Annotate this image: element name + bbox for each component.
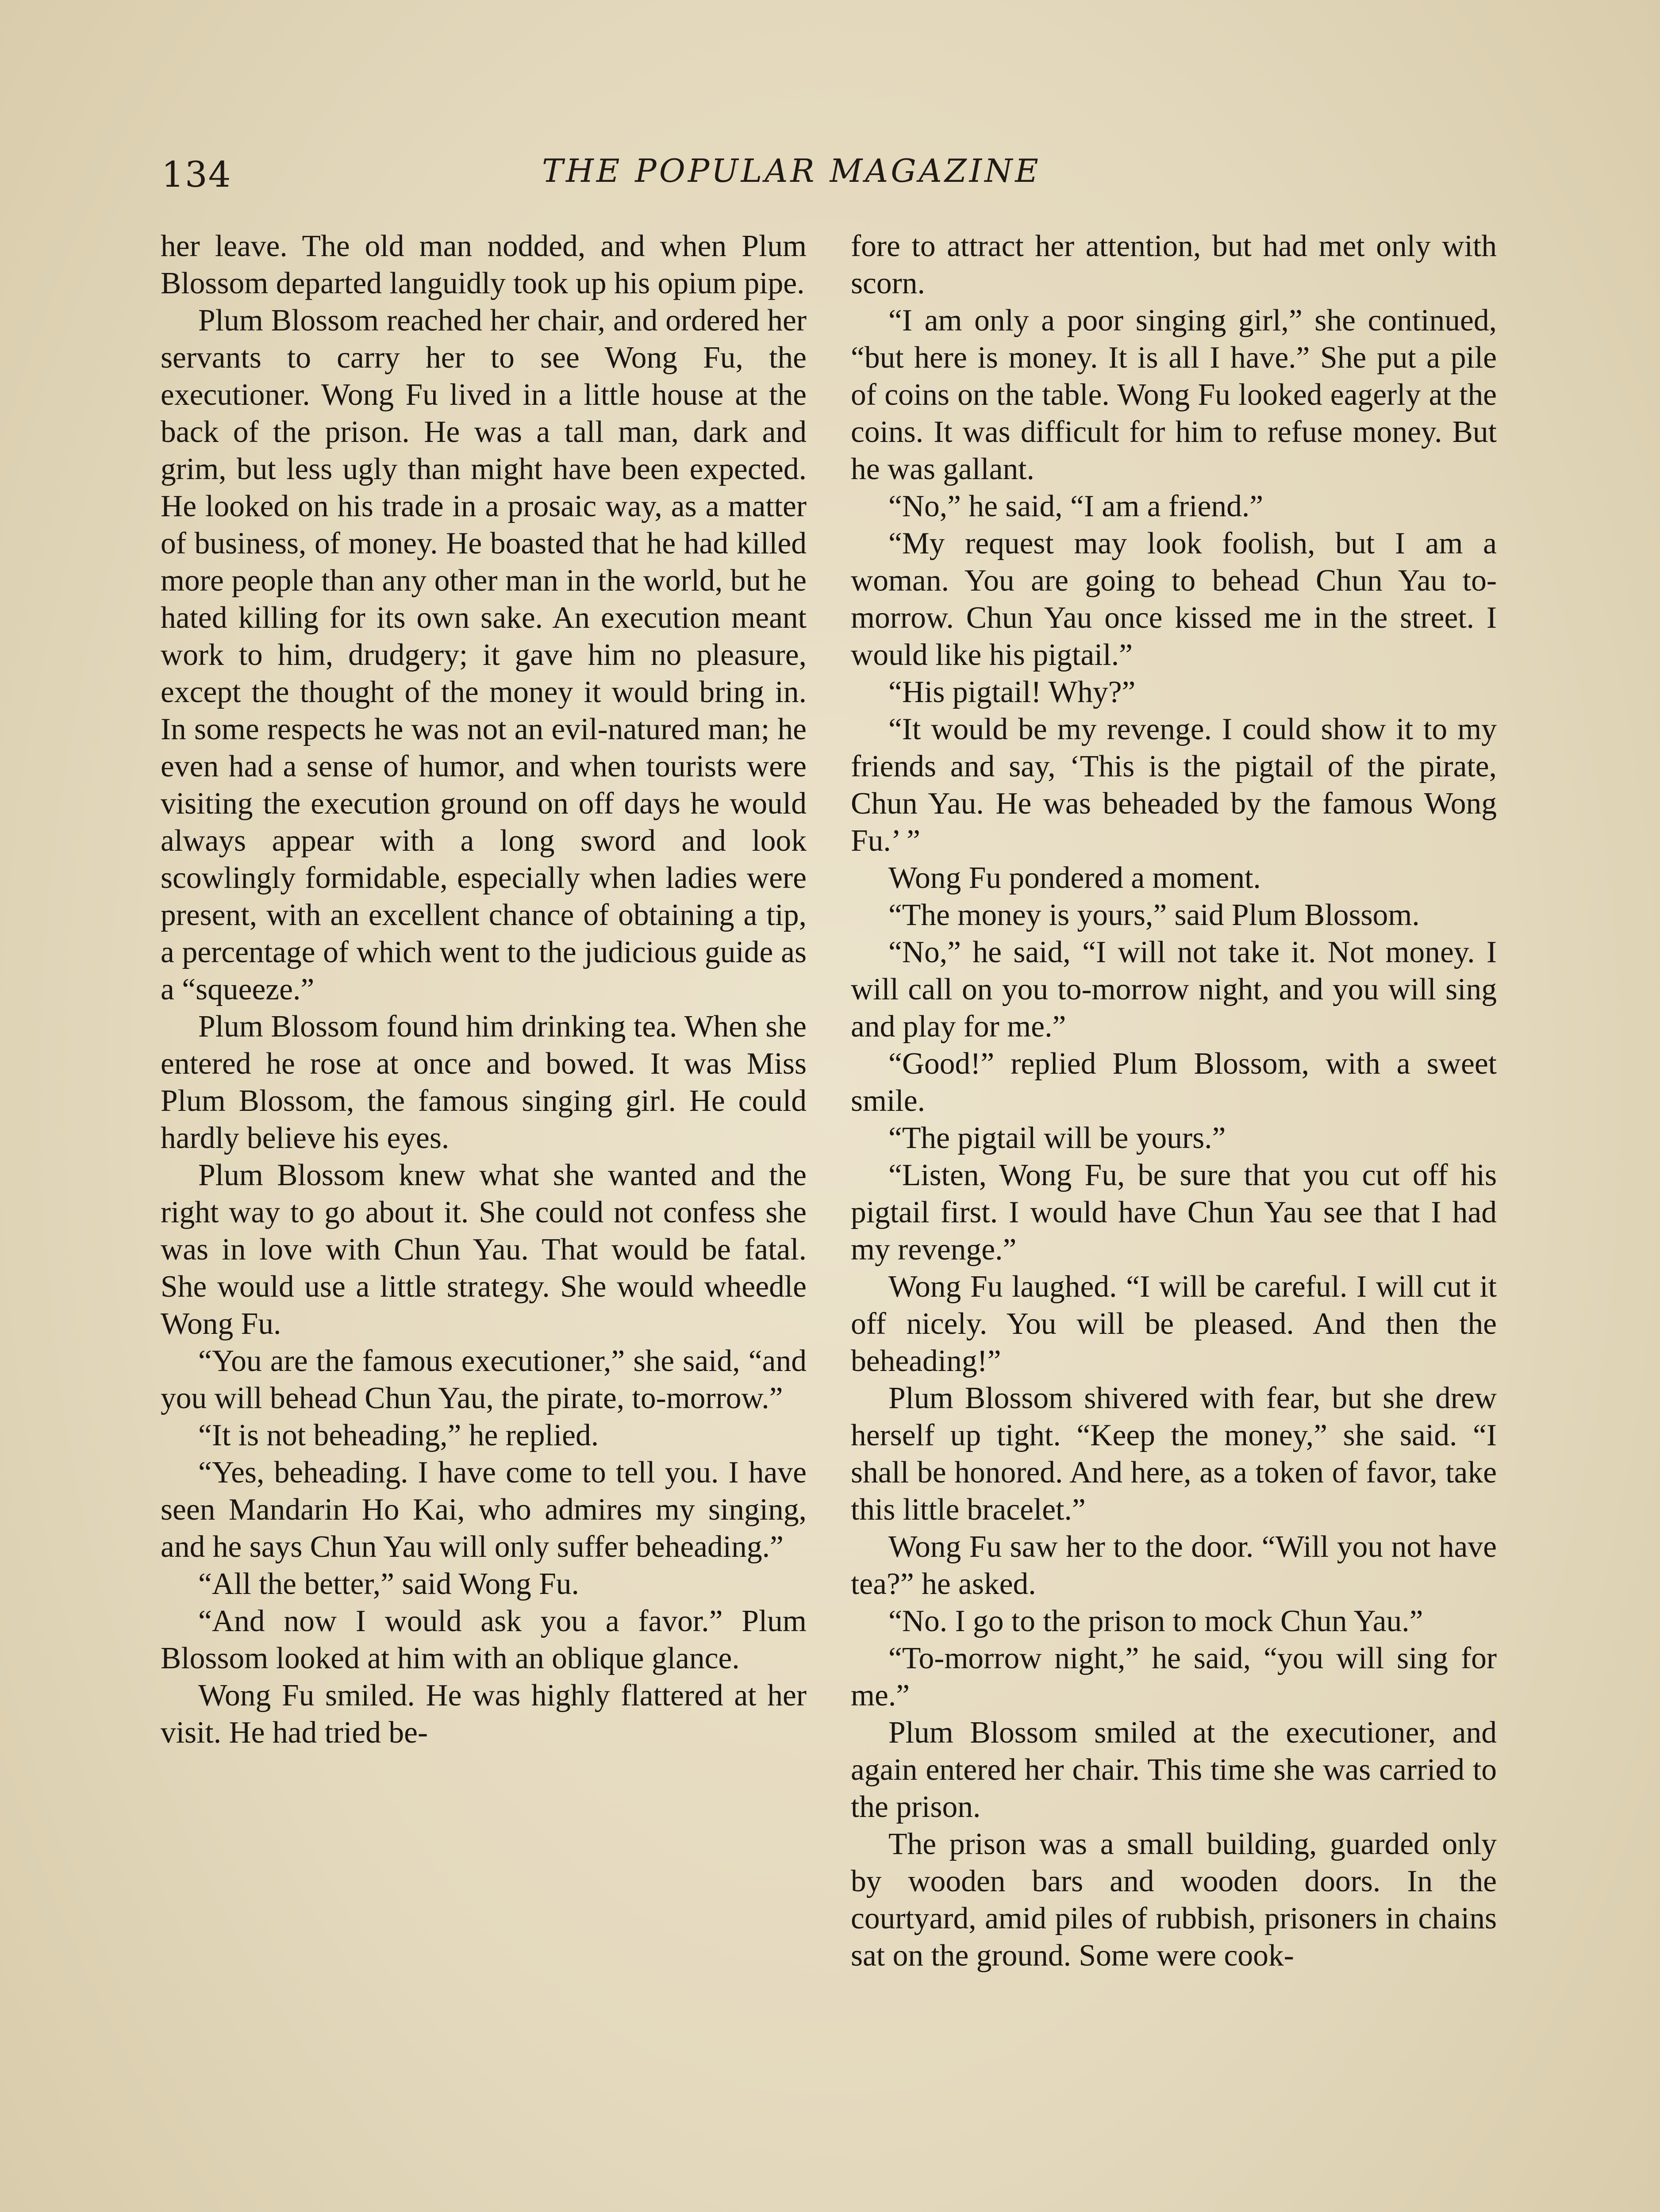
paragraph: Plum Blossom smiled at the executioner, and again entered her chair. This time she was carried to the prison.	[851, 1716, 1497, 1824]
paragraph: “The pigtail will be yours.”	[888, 1121, 1226, 1155]
paragraph: her leave. The old man nodded, and when Plum Blossom departed languidly took up his opium pipe.	[161, 229, 807, 300]
paragraph: “And now I would ask you a favor.” Plum Blossom looked at him with an oblique glance.	[161, 1604, 807, 1675]
paragraph: fore to attract her attention, but had met only with scorn.	[851, 229, 1497, 300]
paragraph: “I am only a poor singing girl,” she continued, “but here is money. It is all I have.” She put a pile of coins on the table. Wong Fu looked eagerly at the coins. It was difficult for him to refuse money. But he was gallant.	[851, 303, 1497, 486]
paragraph: “Yes, beheading. I have come to tell you. I have seen Mandarin Ho Kai, who admires my singing, and he says Chun Yau will only suffer beheading.”	[161, 1455, 807, 1564]
paragraph: Plum Blossom reached her chair, and ordered her servants to carry her to see Wong Fu, the executioner. Wong Fu lived in a little house at the back of the prison. He was a tall man, dark and grim, but less ugly than might have been expected. He looked on his trade in a prosaic way, as a matter of business, of money. He boasted that he had killed more people than any other man in the world, but he hated killing for its own sake. An execution meant work to him, drudgery; it gave him no pleasure, except the thought of the money it would bring in. In some respects he was not an evil-natured man; he even had a sense of humor, and when tourists were visiting the execution ground on off days he would always appear with a long sword and look scowlingly formidable, especially when ladies were present, with an excellent chance of obtaining a tip, a percentage of which went to the judicious guide as a “squeeze.”	[161, 303, 807, 1006]
right-column	[851, 228, 1497, 1974]
paragraph: Wong Fu pondered a moment.	[888, 861, 1261, 895]
paragraph: Wong Fu saw her to the door. “Will you not have tea?” he asked.	[851, 1530, 1497, 1601]
page-header	[161, 146, 1175, 195]
left-column	[161, 228, 807, 1751]
paragraph: “It would be my revenge. I could show it to my friends and say, ‘This is the pigtail of the pirate, Chun Yau. He was beheaded by the famous Wong Fu.’ ”	[851, 712, 1497, 858]
paragraph: Wong Fu smiled. He was highly flattered at her visit. He had tried be-	[161, 1678, 807, 1750]
paragraph: “Listen, Wong Fu, be sure that you cut off his pigtail first. I would have Chun Yau see that I had my revenge.”	[851, 1158, 1497, 1267]
paragraph: “It is not beheading,” he replied.	[198, 1418, 599, 1452]
paragraph: The prison was a small building, guarded only by wooden bars and wooden doors. In the courtyard, amid piles of rubbish, prisoners in chains sat on the ground. Some were cook-	[851, 1827, 1497, 1973]
paragraph: “To-morrow night,” he said, “you will sing for me.”	[851, 1641, 1497, 1713]
paragraph: Plum Blossom found him drinking tea. When she entered he rose at once and bowed. It was Miss Plum Blossom, the famous singing girl. He could hardly believe his eyes.	[161, 1010, 807, 1155]
paragraph: “Good!” replied Plum Blossom, with a sweet smile.	[851, 1047, 1497, 1118]
paragraph: Wong Fu laughed. “I will be careful. I will cut it off nicely. You will be pleased. And then the beheading!”	[851, 1270, 1497, 1378]
page-number: 134	[161, 154, 232, 195]
paragraph: “My request may look foolish, but I am a woman. You are going to behead Chun Yau to-morrow. Chun Yau once kissed me in the street. I would like his pigtail.”	[851, 526, 1497, 672]
paragraph: “The money is yours,” said Plum Blossom.	[888, 898, 1420, 932]
paragraph: Plum Blossom knew what she wanted and the right way to go about it. She could not confess she was in love with Chun Yau. That would be fatal. She would use a little strategy. She would wheedle Wong Fu.	[161, 1158, 807, 1341]
paragraph: Plum Blossom shivered with fear, but she drew herself up tight. “Keep the money,” she said. “I shall be honored. And here, as a token of favor, take this little bracelet.”	[851, 1381, 1497, 1527]
paragraph: “You are the famous executioner,” she said, “and you will behead Chun Yau, the pirate, to-morrow.”	[161, 1344, 807, 1415]
paragraph: “His pigtail! Why?”	[888, 675, 1136, 709]
paragraph: “No,” he said, “I will not take it. Not money. I will call on you to-morrow night, and you will sing and play for me.”	[851, 935, 1497, 1044]
paragraph: “No. I go to the prison to mock Chun Yau.”	[888, 1604, 1423, 1638]
running-title: THE POPULAR MAGAZINE	[542, 152, 1041, 189]
paragraph: “No,” he said, “I am a friend.”	[888, 489, 1264, 523]
paragraph: “All the better,” said Wong Fu.	[198, 1567, 579, 1601]
